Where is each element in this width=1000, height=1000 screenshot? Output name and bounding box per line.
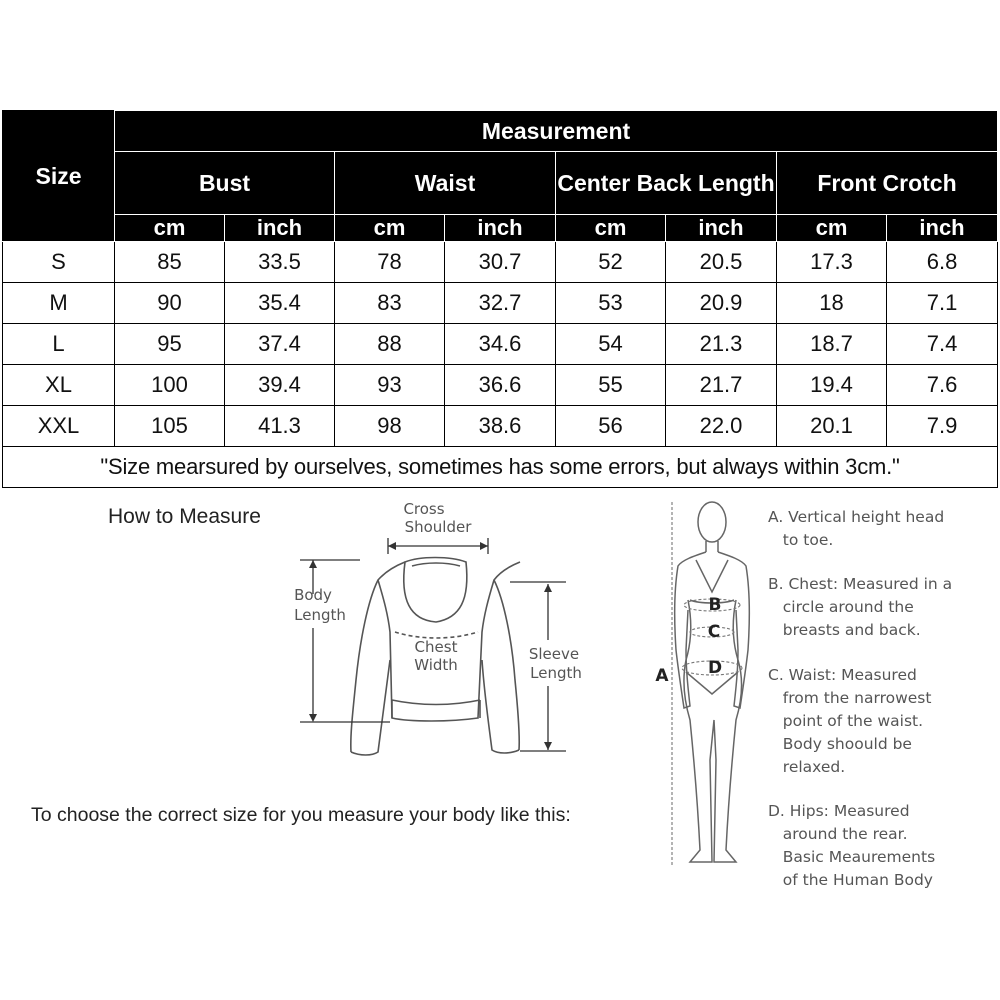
value-cell: 88 [335,324,445,365]
value-cell: 56 [556,406,666,447]
size-note: "Size mearsured by ourselves, sometimes has some errors, but always within 3cm." [3,447,998,488]
value-cell: 37.4 [225,324,335,365]
legend-item-a: A. Vertical height head to toe. [768,508,945,549]
value-cell: 95 [115,324,225,365]
legend-item-c: C. Waist: Measured from the narrowest point of the waist. Body shoould be relaxed. [768,666,932,776]
value-cell: 20.5 [666,242,777,283]
value-cell: 98 [335,406,445,447]
size-table-body [3,242,998,447]
unit-header: inch [666,215,777,242]
measure-instruction: To choose the correct size for you measure your body like this: [31,804,571,826]
value-cell: 34.6 [445,324,556,365]
value-cell: 39.4 [225,365,335,406]
unit-header: inch [887,215,998,242]
value-cell: 22.0 [666,406,777,447]
table-row [3,283,998,324]
marker-a: A [655,666,669,686]
legend-item-d: D. Hips: Measured around the rear. Basic Meaurements of the Human Body [768,802,936,889]
unit-header: cm [115,215,225,242]
group-header-bust: Bust [115,152,335,215]
value-cell: 32.7 [445,283,556,324]
value-cell: 21.7 [666,365,777,406]
value-cell: 38.6 [445,406,556,447]
value-cell: 36.6 [445,365,556,406]
table-row [3,324,998,365]
value-cell: 93 [335,365,445,406]
value-cell: 54 [556,324,666,365]
size-cell: S [3,242,115,283]
value-cell: 52 [556,242,666,283]
size-column-header: Size [3,111,115,242]
value-cell: 20.9 [666,283,777,324]
unit-header: cm [556,215,666,242]
size-cell: XXL [3,406,115,447]
legend-item-b: B. Chest: Measured in a circle around the breasts and back. [768,575,953,639]
value-cell: 18 [777,283,887,324]
value-cell: 83 [335,283,445,324]
value-cell: 85 [115,242,225,283]
cross-shoulder-label: Cross [403,500,445,518]
unit-header: cm [335,215,445,242]
value-cell: 78 [335,242,445,283]
value-cell: 7.4 [887,324,998,365]
value-cell: 7.6 [887,365,998,406]
unit-header: cm [777,215,887,242]
body-length-label: Length [294,606,346,624]
size-cell: L [3,324,115,365]
measurement-header: Measurement [115,111,998,152]
value-cell: 7.9 [887,406,998,447]
sleeve-length-label: Sleeve [528,645,580,663]
value-cell: 41.3 [225,406,335,447]
chest-width-label: Chest [414,638,458,656]
value-cell: 18.7 [777,324,887,365]
group-header-center-back-length: Center Back Length [556,152,777,215]
size-chart-table [2,110,998,488]
unit-header: inch [225,215,335,242]
value-cell: 100 [115,365,225,406]
value-cell: 53 [556,283,666,324]
body-length-label: Body [294,586,332,604]
table-row [3,242,998,283]
value-cell: 21.3 [666,324,777,365]
unit-header: inch [445,215,556,242]
value-cell: 19.4 [777,365,887,406]
marker-c: C [707,622,721,642]
sleeve-length-label: Length [530,664,582,682]
group-header-front-crotch: Front Crotch [777,152,998,215]
marker-d: D [707,658,723,678]
size-cell: M [3,283,115,324]
value-cell: 90 [115,283,225,324]
garment-labels [294,500,582,682]
chest-width-label: Width [414,656,458,674]
value-cell: 105 [115,406,225,447]
body-figure-illustration [675,502,750,862]
value-cell: 30.7 [445,242,556,283]
table-row [3,406,998,447]
value-cell: 55 [556,365,666,406]
marker-b: B [708,595,722,615]
value-cell: 7.1 [887,283,998,324]
value-cell: 17.3 [777,242,887,283]
value-cell: 6.8 [887,242,998,283]
size-cell: XL [3,365,115,406]
value-cell: 33.5 [225,242,335,283]
cross-shoulder-label: Shoulder [404,518,472,536]
table-row [3,365,998,406]
group-header-waist: Waist [335,152,556,215]
value-cell: 20.1 [777,406,887,447]
value-cell: 35.4 [225,283,335,324]
how-to-measure-title: How to Measure [108,505,261,528]
